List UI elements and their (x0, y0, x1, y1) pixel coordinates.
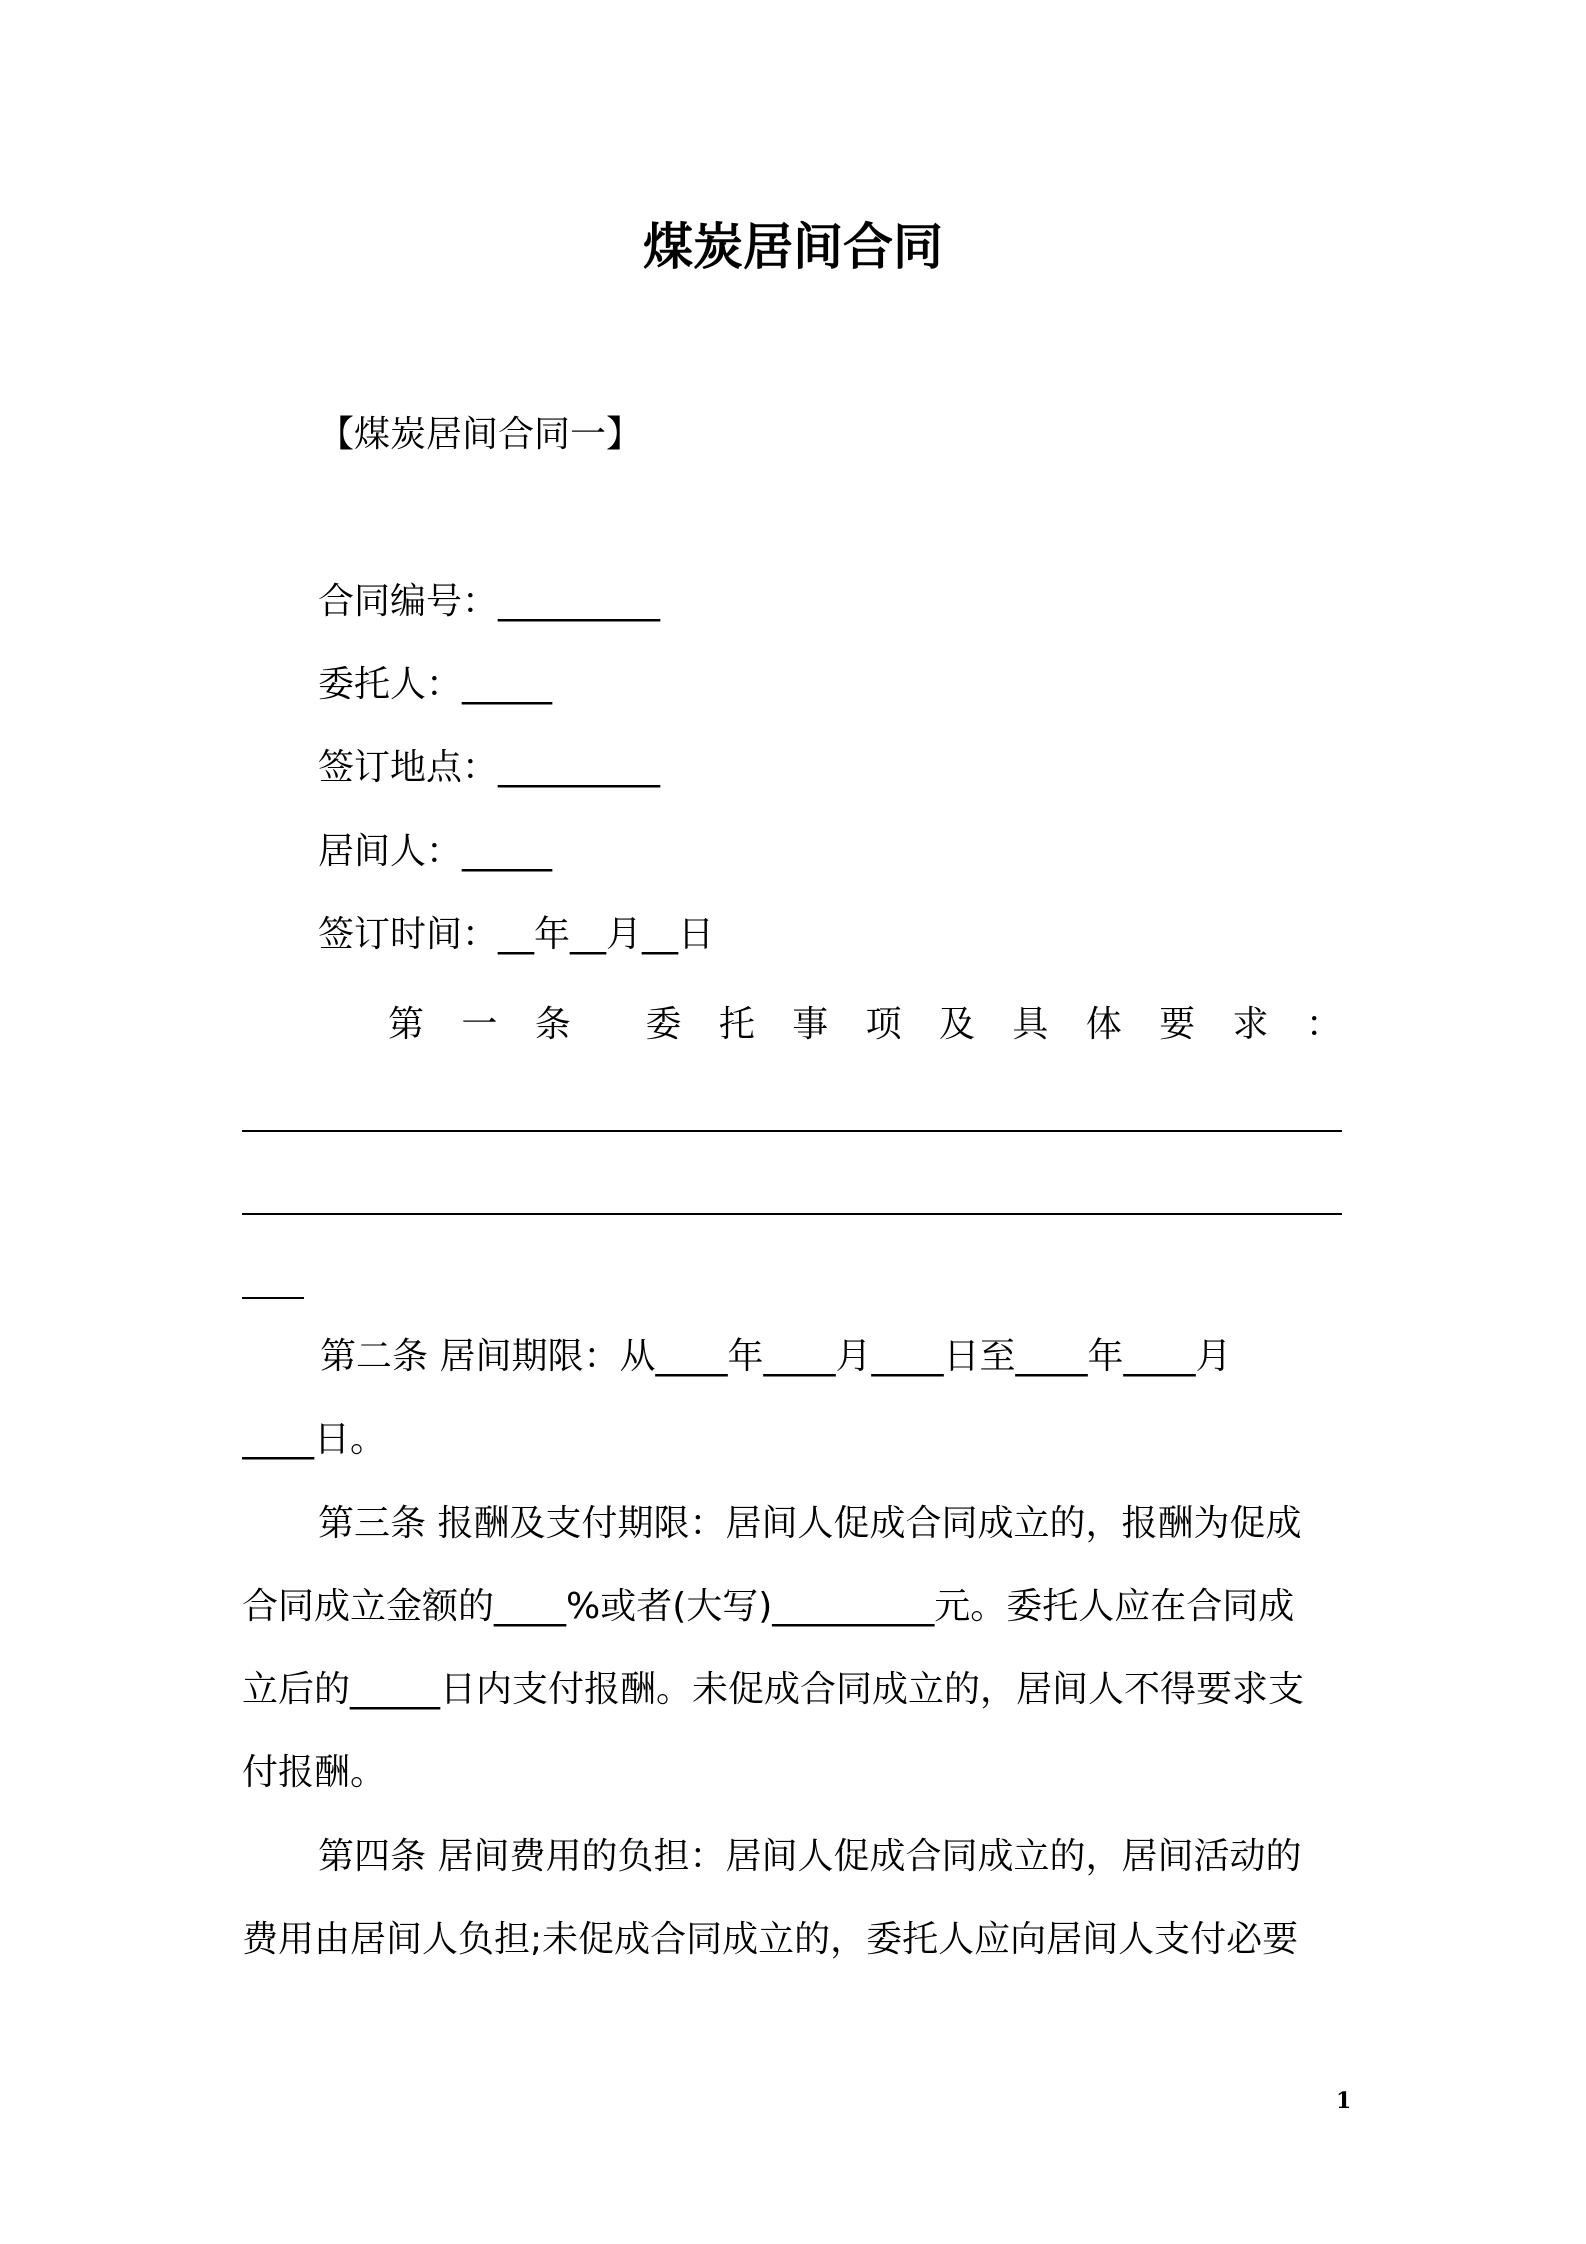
document-title: 煤炭居间合同 (643, 218, 943, 276)
article-1-char: ： (1305, 1004, 1342, 1045)
blank-line (242, 1297, 304, 1299)
article-1-char: 委 (645, 1004, 682, 1045)
article-1-char: 及 (938, 1004, 975, 1045)
sign-place-field: 签订地点：_________ (318, 747, 661, 788)
article-2-line: 第二条 居间期限：从____年____月____日至____年____月 (320, 1336, 1232, 1377)
article-3-line: 第三条 报酬及支付期限：居间人促成合同成立的，报酬为促成 (318, 1503, 1302, 1544)
article-1-char: 第 (388, 1004, 425, 1045)
article-4-line: 第四条 居间费用的负担：居间人促成合同成立的，居间活动的 (318, 1836, 1302, 1877)
contract-number-field: 合同编号：_________ (318, 581, 661, 622)
article-1-char: 体 (1085, 1004, 1122, 1045)
blank-line (242, 1130, 1342, 1132)
blank-line (242, 1213, 1342, 1215)
article-1-char: 条 (534, 1004, 571, 1045)
article-1-char: 具 (1012, 1004, 1049, 1045)
intermediary-field: 居间人：_____ (318, 831, 553, 872)
article-1-char: 要 (1159, 1004, 1196, 1045)
article-3-line: 合同成立金额的____%或者(大写)_________元。委托人应在合同成 (242, 1586, 1295, 1627)
section-heading: 【煤炭居间合同一】 (318, 414, 643, 455)
article-2-line: ____日。 (242, 1419, 387, 1460)
article-3-line: 立后的_____日内支付报酬。未促成合同成立的，居间人不得要求支 (242, 1669, 1305, 1710)
principal-field: 委托人：_____ (318, 664, 553, 705)
article-1-heading (388, 997, 1342, 1053)
article-1-char: 求 (1232, 1004, 1269, 1045)
article-1-char: 托 (718, 1004, 755, 1045)
article-1-char: 事 (792, 1004, 829, 1045)
article-1-char: 项 (865, 1004, 902, 1045)
article-4-line: 费用由居间人负担;未促成合同成立的，委托人应向居间人支付必要 (242, 1919, 1299, 1960)
article-1-char: 一 (461, 1004, 498, 1045)
page-number: 1 (1336, 2088, 1352, 2114)
sign-time-field: 签订时间：__年__月__日 (318, 914, 715, 955)
article-3-line: 付报酬。 (242, 1752, 387, 1793)
